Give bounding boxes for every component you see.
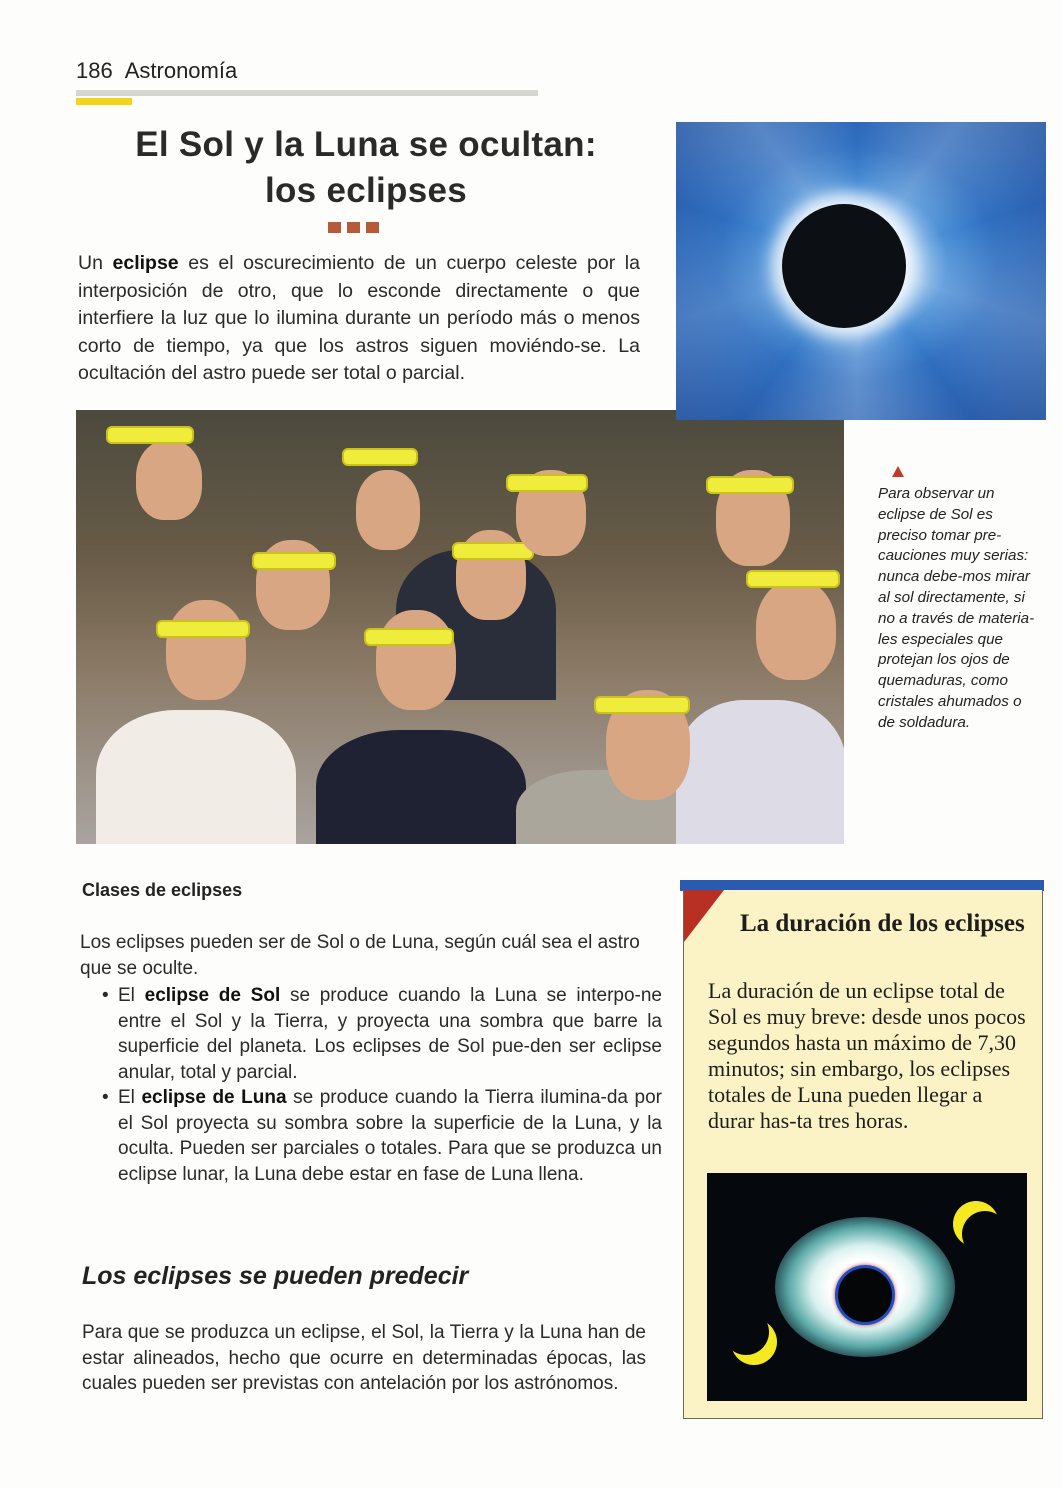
intro-prefix: Un — [78, 252, 113, 274]
bullet-prefix: El — [118, 1087, 142, 1108]
eclipse-glasses — [594, 696, 690, 714]
ornament-square — [328, 222, 341, 233]
bullet-eclipse-sol — [102, 983, 662, 1085]
intro-text: es el oscurecimiento de un cuerpo celeste por la interposición de otro, que lo esconde directamente o que interfiere la luz que lo ilumina durante un período más o menos corto de tiempo, ya que los astros siguen moviéndo-se. La ocultación del astro puede ser total o parcial. — [78, 252, 640, 384]
caption-arrow-icon — [892, 466, 904, 477]
photo-caption: Para observar un eclipse de Sol es preciso tomar pre-cauciones muy serias: nunca debe-mos mirar al sol directamente, si no a través de materia-les especiales que protejan los ojos de quemaduras, como cristales ahumados o de soldadura. — [878, 485, 1035, 731]
title-line-2: los eclipses — [264, 171, 468, 210]
ornament-square — [347, 222, 360, 233]
page-number: 186 — [76, 58, 113, 83]
figure-shirt — [676, 700, 844, 844]
eclipse-glasses — [342, 448, 418, 466]
term-eclipse-sol: eclipse de Sol — [144, 985, 281, 1006]
page-title — [76, 122, 656, 214]
crowd-watching-eclipse-photo — [76, 410, 844, 844]
crescent-icon — [731, 1319, 777, 1365]
face — [166, 600, 246, 700]
sidebar-corner-triangle — [684, 890, 724, 942]
bullet-eclipse-luna — [102, 1085, 662, 1187]
eclipse-phases-photo — [707, 1173, 1027, 1401]
eclipse-glasses — [506, 474, 588, 492]
face — [756, 580, 836, 680]
bullet-dot: • — [102, 985, 109, 1006]
section-name: Astronomía — [124, 58, 238, 83]
title-ornament — [328, 222, 379, 233]
predecir-heading: Los eclipses se pueden predecir — [82, 1262, 469, 1290]
face — [376, 610, 456, 710]
term-eclipse-luna: eclipse de Luna — [141, 1087, 287, 1108]
header-accent-bar — [76, 98, 132, 105]
clases-heading: Clases de eclipses — [82, 880, 243, 900]
running-head — [76, 58, 237, 84]
clases-intro: Los eclipses pueden ser de Sol o de Luna, según cuál sea el astro que se oculte. — [80, 932, 640, 979]
figure-shirt — [96, 710, 296, 844]
bullet-text: se produce cuando la Luna se interpo-ne entre el Sol y la Tierra, y proyecta una sombra que barre la superficie del planeta. Los eclipses de Sol pue-den ser eclipse anular, total y parcial. — [118, 985, 662, 1083]
face — [136, 440, 202, 520]
solar-corona-photo — [676, 122, 1046, 420]
eclipsed-sun — [835, 1265, 895, 1325]
eclipse-glasses — [106, 426, 194, 444]
sidebar-title: La duración de los eclipses — [740, 910, 1025, 937]
eclipse-glasses — [706, 476, 794, 494]
crescent-icon — [953, 1201, 999, 1247]
sidebar-text: La duración de un eclipse total de Sol es muy breve: desde unos pocos segundos hasta un máximo de 7,30 minutos; sin embargo, los eclipses totales de Luna pueden llegar a durar has-ta tres horas. — [708, 978, 1026, 1133]
title-line-1: El Sol y la Luna se ocultan: — [135, 125, 597, 164]
term-eclipse: eclipse — [112, 252, 179, 274]
intro-paragraph — [78, 250, 640, 388]
sidebar-box — [683, 890, 1043, 1419]
eclipse-glasses — [746, 570, 840, 588]
moon-disk — [782, 204, 906, 328]
predecir-paragraph: Para que se produzca un eclipse, el Sol, la Tierra y la Luna han de estar alineados, hecho que ocurre en determinadas épocas, las cuales pueden ser previstas con antelación por los astrónomos. — [82, 1322, 646, 1394]
face — [356, 470, 420, 550]
header-rule — [76, 90, 538, 96]
bullet-text: se produce cuando la Tierra ilumina-da por el Sol proyecta su sombra sobre la superficie de la Luna, y la oculta. Pueden ser parciales o totales. Para que se produzca un eclipse lunar, la Luna debe estar en fase de Luna llena. — [118, 1087, 662, 1185]
bullet-prefix: El — [118, 985, 145, 1006]
eclipse-glasses — [452, 542, 534, 560]
bullet-dot: • — [102, 1087, 109, 1108]
ornament-square — [366, 222, 379, 233]
eclipse-glasses — [252, 552, 336, 570]
eclipse-glasses — [364, 628, 454, 646]
figure-shirt — [316, 730, 526, 844]
eclipse-glasses — [156, 620, 250, 638]
